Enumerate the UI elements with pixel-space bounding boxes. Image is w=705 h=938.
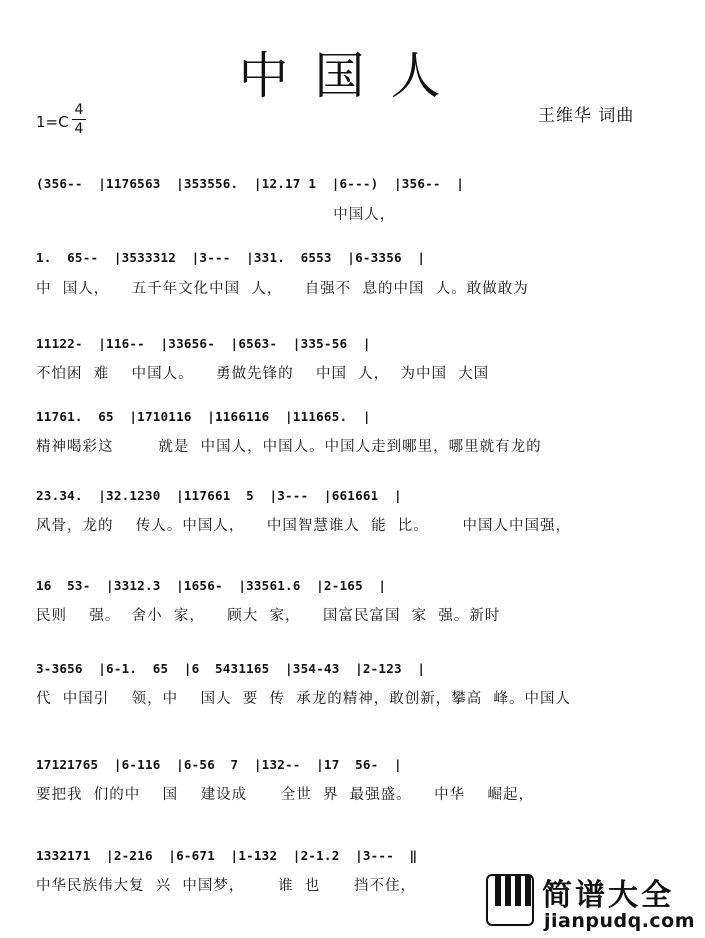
- lyrics-row-3: 不怕困 难 中国人。 勇做先锋的 中国 人， 为中国 大国: [36, 366, 490, 382]
- logo-name: 简谱大全: [542, 878, 674, 913]
- key-signature: 1=C: [36, 113, 69, 131]
- credit-line: 王维华 词曲: [538, 106, 635, 126]
- lyrics-row-7: 代 中国引 领，中 国人 要 传 承龙的精神，敢创新，攀高 峰。中国人: [36, 691, 571, 707]
- notation-row-8: 17121765 |6-116 |6-56 7 |132-- |17 56- |: [36, 757, 402, 772]
- lyrics-row-8: 要把我 们的中 国 建设成 全世 界 最强盛。 中华 崛起，: [36, 787, 535, 803]
- notation-row-4: 11761. 65 |1710116 |1166116 |111665. |: [36, 409, 371, 424]
- time-signature: [72, 102, 86, 137]
- notation-row-7: 3-3656 |6-1. 65 |6 5431165 |354-43 |2-123 |: [36, 661, 426, 676]
- lyrics-row-6: 民则 强。 舍小 家， 顾大 家， 国富民富国 家 强。新时: [36, 608, 501, 624]
- lyrics-row-5: 风骨，龙的 传人。中国人， 中国智慧谁人 能 比。 中国人中国强，: [36, 518, 571, 534]
- notation-row-1: (356-- |1176563 |353556. |12.17 1 |6---) |356-- |: [36, 176, 465, 191]
- song-title: 中国人: [238, 47, 467, 105]
- lyrics-row-9: 中华民族伟大复 兴 中国梦， 谁 也 挡不住，: [36, 878, 416, 894]
- time-signature-top: 4: [74, 102, 84, 118]
- notation-row-2: 1. 65-- |3533312 |3--- |331. 6553 |6-3356 |: [36, 250, 426, 265]
- lyrics-row-2: 中 国人， 五千年文化中国 人， 自强不 息的中国 人。敢做敢为: [36, 281, 529, 297]
- notation-row-5: 23.34. |32.1230 |117661 5 |3--- |661661 |: [36, 488, 402, 503]
- time-signature-bottom: 4: [74, 121, 84, 137]
- site-logo: [486, 868, 696, 934]
- piano-keys-icon: [486, 874, 534, 926]
- logo-url: jianpudq.com: [544, 910, 696, 932]
- time-signature-divider: [72, 119, 86, 120]
- notation-row-3: 11122- |116-- |33656- |6563- |335-56 |: [36, 336, 371, 351]
- notation-row-9: 1332171 |2-216 |6-671 |1-132 |2-1.2 |3--- ‖: [36, 848, 418, 863]
- lyrics-row-4: 精神喝彩这 就是 中国人，中国人。中国人走到哪里，哪里就有龙的: [36, 439, 542, 455]
- notation-row-6: 16 53- |3312.3 |1656- |33561.6 |2-165 |: [36, 578, 387, 593]
- lyrics-row-1: 中国人，: [36, 207, 396, 223]
